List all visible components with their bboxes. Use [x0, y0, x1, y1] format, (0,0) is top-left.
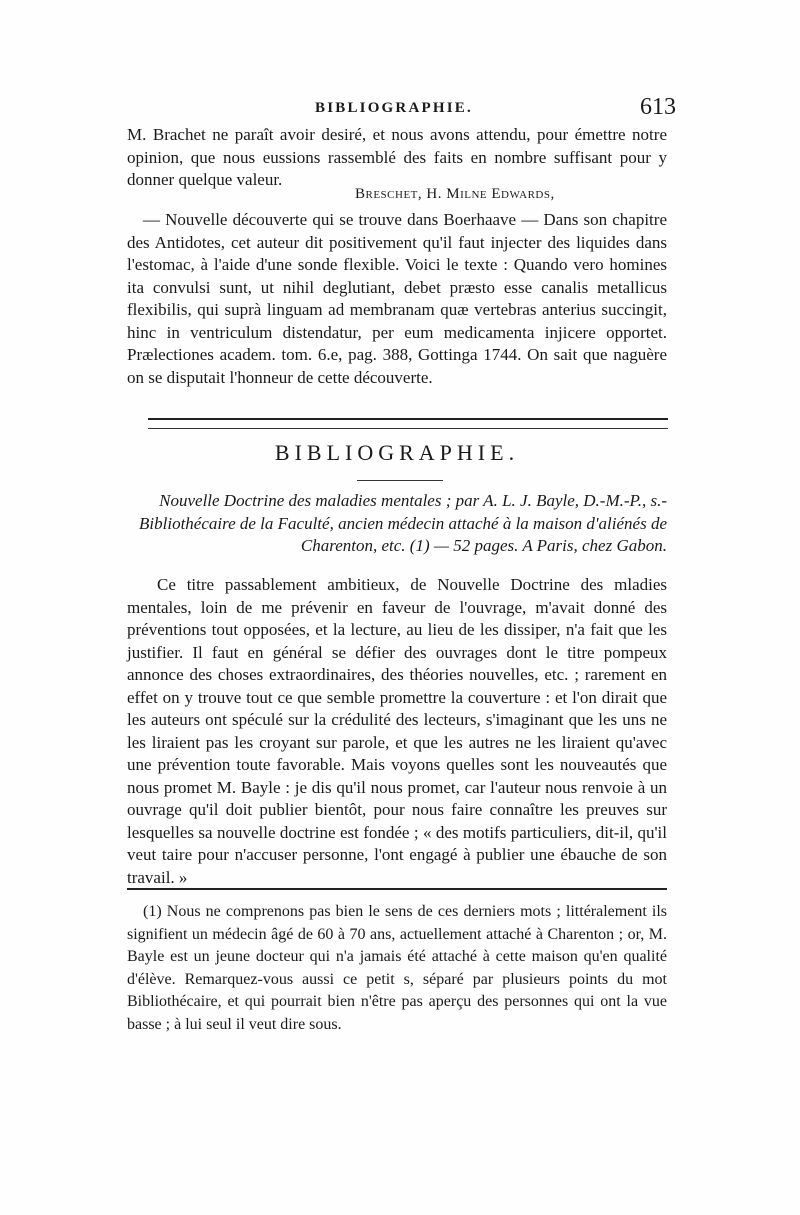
running-head — [120, 94, 680, 124]
footnote-paragraph: (1) Nous ne comprenons pas bien le sens de ces derniers mots ; littéralement ils signifient un médecin âgé de 60 à 70 ans, actuellement attaché à Charenton ; or, M. Bayle est un jeune docteur qui n'a jamais été attaché à cette maison qu'en qualité d'élève. Remarquez-vous aussi ce petit s, séparé par plusieurs points du mot Bibliothécaire, et qui pourrait bien n'être pas aperçu des personnes qui ont la vue basse ; à lui seul il veut dire sous. — [127, 903, 667, 1033]
discovery-note — [127, 209, 667, 389]
previous-entry-signature: Breschet, H. Milne Edwards, — [355, 186, 555, 202]
page-number: 613 — [640, 94, 676, 120]
previous-entry-text — [127, 124, 667, 192]
section-title: BIBLIOGRAPHIE. — [274, 440, 520, 465]
previous-entry-paragraph: M. Brachet ne paraît avoir desiré, et nous avons attendu, pour émettre notre opinion, que nous eussions rassemblé des faits en nombre suffisant pour y donner quelque valeur. — [127, 125, 667, 189]
book-citation — [127, 490, 667, 558]
footnote — [127, 901, 667, 1036]
title-underline — [357, 480, 443, 481]
discovery-note-paragraph: — Nouvelle découverte qui se trouve dans Boerhaave — Dans son chapitre des Antidotes, cet auteur dit positivement qu'il faut injecter des liquides dans l'estomac, à l'aide d'une sonde flexible. Voici le texte : Quando vero homines ita convulsi sunt, ut nihil deglutiant, debet præsto esse canalis metallicus flexibilis, qui suprà linguam ad membranam quæ vertebras anterius succingit, hinc in ventriculum distendatur, per eum medicamenta injicere opportet. Prælectiones academ. tom. 6.e, pag. 388, Gottinga 1744. On sait que naguère on se disputait l'honneur de cette découverte. — [127, 210, 667, 387]
footnote-rule — [127, 888, 667, 890]
running-title: BIBLIOGRAPHIE. — [315, 100, 473, 116]
citation-text: Nouvelle Doctrine des maladies mentales ; par A. L. J. Bayle, D.-M.-P., s.-Bibliothécaire de la Faculté, ancien médecin attaché à la maison d'aliénés de Charenton, etc. (1) — 52 pages. A Paris, chez Gabon. — [139, 491, 667, 555]
review-body — [127, 574, 667, 889]
section-divider — [148, 418, 668, 429]
review-paragraph: Ce titre passablement ambitieux, de Nouvelle Doctrine des mladies mentales, loin de me prévenir en faveur de l'ouvrage, m'avait donné des préventions tout opposées, et la lecture, au lieu de les dissiper, n'a fait que les justifier. Il faut en général se défier des ouvrages dont le titre pompeux annonce des choses extraordinaires, des théories nouvelles, etc. ; rarement en effet on y trouve tout ce que semble promettre la couverture : et l'on dirait que les auteurs ont spéculé sur la crédulité des lecteurs, s'imaginant que les uns ne les liraient pas les croyant sur parole, et que les autres ne les liraient qu'avec une prévention toute favorable. Mais voyons quelles sont les nouveautés que nous promet M. Bayle : je dis qu'il nous promet, car l'auteur nous renvoie à un ouvrage qu'il doit publier bientôt, pour nous faire connaître les preuves sur lesquelles sa nouvelle doctrine est fondée ; « des motifs particuliers, dit-il, qu'il veut taire pour n'accuser personne, l'ont engagé à publier une ébauche de son travail. » — [127, 575, 667, 887]
